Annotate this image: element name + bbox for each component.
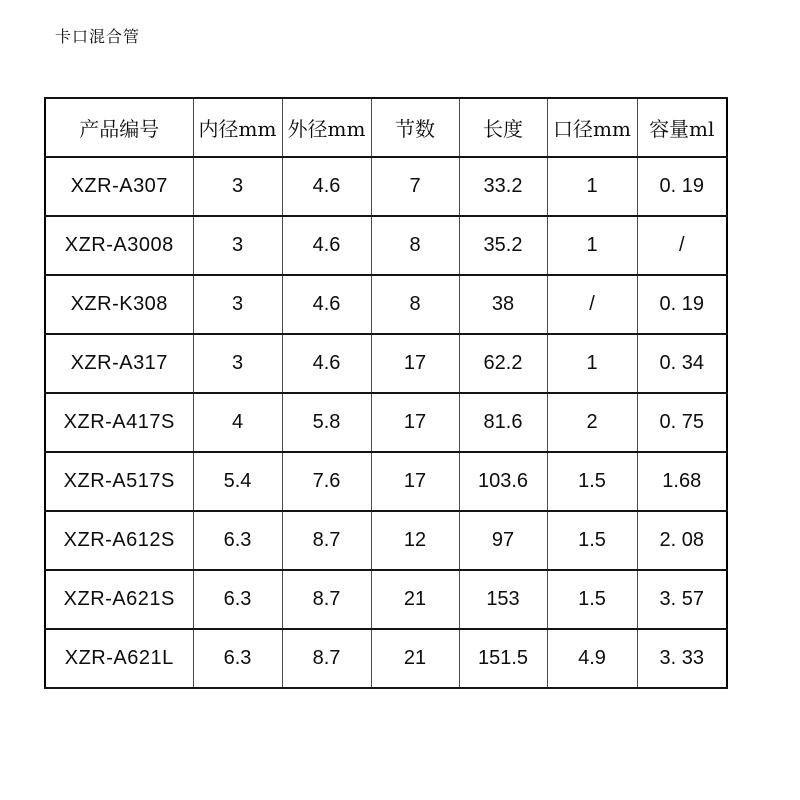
table-row: [45, 393, 727, 452]
cell-inner-diameter: 4: [193, 393, 282, 452]
cell-caliber: 4.9: [547, 629, 637, 688]
cell-capacity: 3. 57: [637, 570, 727, 629]
cell-inner-diameter: 6.3: [193, 629, 282, 688]
cell-product-code: XZR-A307: [45, 157, 193, 216]
cell-caliber: 1: [547, 334, 637, 393]
cell-product-code: XZR-K308: [45, 275, 193, 334]
cell-length: 97: [459, 511, 547, 570]
column-header-capacity: 容量ml: [637, 98, 727, 157]
table-row: [45, 157, 727, 216]
cell-outer-diameter: 4.6: [282, 275, 371, 334]
column-header-caliber: 口径mm: [547, 98, 637, 157]
cell-outer-diameter: 8.7: [282, 629, 371, 688]
cell-inner-diameter: 3: [193, 334, 282, 393]
table-row: [45, 216, 727, 275]
cell-length: 62.2: [459, 334, 547, 393]
cell-caliber: 1.5: [547, 570, 637, 629]
cell-length: 33.2: [459, 157, 547, 216]
cell-length: 38: [459, 275, 547, 334]
cell-sections: 8: [371, 275, 459, 334]
cell-caliber: 1: [547, 216, 637, 275]
cell-length: 35.2: [459, 216, 547, 275]
cell-capacity: 2. 08: [637, 511, 727, 570]
cell-capacity: 0. 34: [637, 334, 727, 393]
cell-outer-diameter: 7.6: [282, 452, 371, 511]
table-row: [45, 629, 727, 688]
cell-sections: 7: [371, 157, 459, 216]
cell-length: 81.6: [459, 393, 547, 452]
cell-outer-diameter: 4.6: [282, 334, 371, 393]
page-title: 卡口混合管: [55, 27, 141, 46]
cell-product-code: XZR-A621L: [45, 629, 193, 688]
cell-inner-diameter: 3: [193, 216, 282, 275]
cell-capacity: 3. 33: [637, 629, 727, 688]
cell-inner-diameter: 5.4: [193, 452, 282, 511]
cell-caliber: 1.5: [547, 511, 637, 570]
cell-caliber: 2: [547, 393, 637, 452]
cell-length: 103.6: [459, 452, 547, 511]
cell-outer-diameter: 8.7: [282, 570, 371, 629]
cell-product-code: XZR-A612S: [45, 511, 193, 570]
cell-outer-diameter: 4.6: [282, 216, 371, 275]
cell-capacity: 1.68: [637, 452, 727, 511]
cell-sections: 17: [371, 452, 459, 511]
cell-capacity: /: [637, 216, 727, 275]
table-row: [45, 334, 727, 393]
table-row: [45, 570, 727, 629]
header-row: [45, 98, 727, 157]
cell-product-code: XZR-A417S: [45, 393, 193, 452]
cell-inner-diameter: 6.3: [193, 570, 282, 629]
cell-inner-diameter: 3: [193, 157, 282, 216]
cell-sections: 17: [371, 393, 459, 452]
cell-caliber: 1.5: [547, 452, 637, 511]
column-header-product-code: 产品编号: [45, 98, 193, 157]
cell-length: 153: [459, 570, 547, 629]
cell-caliber: /: [547, 275, 637, 334]
table-row: [45, 511, 727, 570]
table-row: [45, 452, 727, 511]
cell-product-code: XZR-A3008: [45, 216, 193, 275]
column-header-length: 长度: [459, 98, 547, 157]
cell-outer-diameter: 8.7: [282, 511, 371, 570]
cell-inner-diameter: 6.3: [193, 511, 282, 570]
column-header-inner-diameter: 内径mm: [193, 98, 282, 157]
cell-product-code: XZR-A621S: [45, 570, 193, 629]
column-header-sections: 节数: [371, 98, 459, 157]
cell-sections: 17: [371, 334, 459, 393]
cell-inner-diameter: 3: [193, 275, 282, 334]
product-spec-table: [44, 97, 728, 689]
cell-capacity: 0. 75: [637, 393, 727, 452]
cell-outer-diameter: 5.8: [282, 393, 371, 452]
cell-capacity: 0. 19: [637, 157, 727, 216]
column-header-outer-diameter: 外径mm: [282, 98, 371, 157]
cell-sections: 8: [371, 216, 459, 275]
cell-product-code: XZR-A517S: [45, 452, 193, 511]
cell-caliber: 1: [547, 157, 637, 216]
cell-sections: 21: [371, 570, 459, 629]
cell-capacity: 0. 19: [637, 275, 727, 334]
cell-sections: 21: [371, 629, 459, 688]
cell-outer-diameter: 4.6: [282, 157, 371, 216]
table-row: [45, 275, 727, 334]
cell-product-code: XZR-A317: [45, 334, 193, 393]
cell-length: 151.5: [459, 629, 547, 688]
cell-sections: 12: [371, 511, 459, 570]
